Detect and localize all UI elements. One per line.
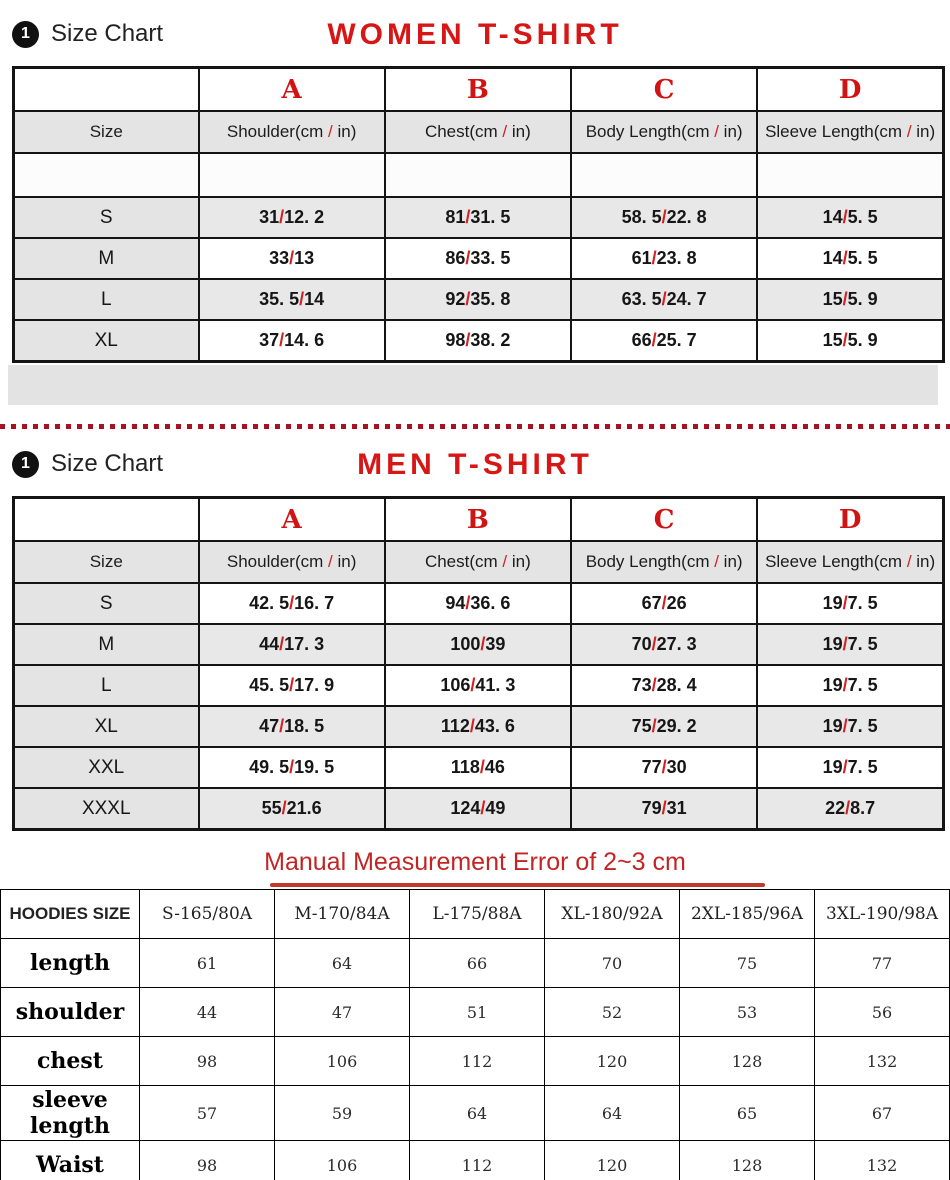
red-slash: / [661,289,667,309]
measurement-cell: 57 [140,1086,275,1141]
measurement-cell: 100/39 [385,624,571,665]
measurement-cell: 64 [275,939,410,988]
column-header-cell: Sleeve Length(cm / in) [757,111,943,153]
red-slash: / [328,122,333,141]
corner-empty-cell [14,498,199,542]
measurement-cell: 106 [275,1037,410,1086]
measurement-cell: 51 [410,988,545,1037]
measurement-cell: 112 [410,1037,545,1086]
measurement-cell: 58. 5/22. 8 [571,197,757,238]
table-row-M [14,624,944,665]
measurement-cell: 128 [680,1141,815,1180]
table-row-Waist [1,1141,950,1180]
measurement-cell: 81/31. 5 [385,197,571,238]
measurement-cell: 118/46 [385,747,571,788]
measurement-cell: 19/7. 5 [757,747,943,788]
measurement-cell: 64 [545,1086,680,1141]
measurement-cell: 132 [815,1037,950,1086]
size-chart-label: Size Chart [51,450,164,477]
red-slash: / [661,207,667,227]
measurement-cell: 120 [545,1141,680,1180]
table-row-M [14,238,944,279]
size-header-cell: M-170/84A [275,890,410,939]
size-label-cell: XXL [14,747,199,788]
measurement-cell: 56 [815,988,950,1037]
blank-cell [571,153,757,197]
red-slash: / [845,798,851,818]
blank-cell [14,153,199,197]
men-tshirt-title: MEN T-SHIRT [357,448,593,481]
row-label-cell: Waist [1,1141,140,1180]
measurement-cell: 70 [545,939,680,988]
table-row-L [14,279,944,320]
red-dotted-divider [0,424,950,429]
measurement-cell: 77 [815,939,950,988]
measurement-cell: 75 [680,939,815,988]
red-slash: / [661,798,667,818]
row-label-cell: sleeve length [1,1086,140,1141]
hoodies-size-title-cell: HOODIES SIZE [1,890,140,939]
measurement-cell: 61 [140,939,275,988]
red-slash: / [281,798,287,818]
measurement-cell: 112/43. 6 [385,706,571,747]
red-slash: / [714,552,719,571]
measurement-cell: 19/7. 5 [757,665,943,706]
corner-empty-cell [14,68,199,112]
measurement-cell: 22/8.7 [757,788,943,830]
measurement-cell: 42. 5/16. 7 [199,583,385,624]
size-label-cell: S [14,197,199,238]
measurement-cell: 67/26 [571,583,757,624]
column-letter-cell: B [385,68,571,112]
column-letter-cell: C [571,68,757,112]
red-slash: / [661,593,667,613]
column-header-cell: Size [14,111,199,153]
red-slash: / [714,122,719,141]
red-slash: / [480,634,486,654]
gray-band [8,365,938,405]
size-header-cell: 2XL-185/96A [680,890,815,939]
column-header-cell: Chest(cm / in) [385,541,571,583]
table-row-L [14,665,944,706]
red-slash: / [289,757,295,777]
measurement-error-note: Manual Measurement Error of 2~3 cm [264,848,686,876]
red-slash: / [661,757,667,777]
measurement-cell: 66 [410,939,545,988]
measurement-cell: 65 [680,1086,815,1141]
measurement-cell: 14/5. 5 [757,238,943,279]
table-row-XXXL [14,788,944,830]
measurement-cell: 37/14. 6 [199,320,385,362]
measurement-cell: 15/5. 9 [757,320,943,362]
row-label-cell: shoulder [1,988,140,1037]
row-label-cell: chest [1,1037,140,1086]
column-header-cell: Chest(cm / in) [385,111,571,153]
red-slash: / [279,207,285,227]
column-header-cell: Size [14,541,199,583]
women-tshirt-title: WOMEN T-SHIRT [327,18,623,51]
column-header-cell: Shoulder(cm / in) [199,541,385,583]
red-slash: / [842,675,848,695]
size-label-cell: M [14,624,199,665]
hoodies-size-table [0,889,950,1180]
measurement-cell: 75/29. 2 [571,706,757,747]
column-letter-cell: B [385,498,571,542]
size-label-cell: S [14,583,199,624]
table-row-chest [1,1037,950,1086]
measurement-cell: 53 [680,988,815,1037]
red-slash: / [465,330,471,350]
measurement-cell: 64 [410,1086,545,1141]
table-row-S [14,583,944,624]
size-header-cell: S-165/80A [140,890,275,939]
column-header-cell: Body Length(cm / in) [571,111,757,153]
size-label-cell: XL [14,320,199,362]
column-letter-cell: A [199,498,385,542]
red-slash: / [502,552,508,571]
measurement-cell: 73/28. 4 [571,665,757,706]
red-slash: / [289,248,295,268]
measurement-cell: 55/21.6 [199,788,385,830]
blank-cell [385,153,571,197]
red-slash: / [651,330,657,350]
measurement-cell: 98/38. 2 [385,320,571,362]
red-slash: / [465,207,471,227]
table-row-shoulder [1,988,950,1037]
red-slash: / [279,634,285,654]
measurement-cell: 128 [680,1037,815,1086]
measurement-cell: 44 [140,988,275,1037]
table-row-sleeve-length [1,1086,950,1141]
measurement-cell: 19/7. 5 [757,624,943,665]
column-header-cell: Body Length(cm / in) [571,541,757,583]
red-slash: / [842,634,848,654]
column-letter-cell: D [757,498,943,542]
red-slash: / [279,330,285,350]
column-letter-cell: A [199,68,385,112]
measurement-cell: 52 [545,988,680,1037]
red-slash: / [651,675,657,695]
measurement-cell: 14/5. 5 [757,197,943,238]
note-underline [270,883,765,887]
measurement-cell: 98 [140,1037,275,1086]
measurement-cell: 45. 5/17. 9 [199,665,385,706]
measurement-cell: 120 [545,1037,680,1086]
measurement-cell: 98 [140,1141,275,1180]
table-row-S [14,197,944,238]
red-slash: / [479,757,485,777]
red-slash: / [842,593,848,613]
table-row-XL [14,706,944,747]
measurement-cell: 59 [275,1086,410,1141]
measurement-cell: 112 [410,1141,545,1180]
measurement-cell: 132 [815,1141,950,1180]
size-label-cell: XXXL [14,788,199,830]
measurement-cell: 15/5. 9 [757,279,943,320]
red-slash: / [465,248,471,268]
red-slash: / [470,675,476,695]
measurement-cell: 94/36. 6 [385,583,571,624]
red-slash: / [502,122,508,141]
size-label-cell: M [14,238,199,279]
red-slash: / [842,207,848,227]
number-1-badge-icon: 1 [12,451,39,478]
measurement-cell: 106/41. 3 [385,665,571,706]
women-size-table [12,66,945,363]
size-header-cell: L-175/88A [410,890,545,939]
measurement-cell: 79/31 [571,788,757,830]
measurement-cell: 67 [815,1086,950,1141]
red-slash: / [480,798,486,818]
red-slash: / [842,757,848,777]
measurement-cell: 70/27. 3 [571,624,757,665]
column-header-cell: Shoulder(cm / in) [199,111,385,153]
red-slash: / [906,552,912,571]
measurement-cell: 63. 5/24. 7 [571,279,757,320]
measurement-cell: 66/25. 7 [571,320,757,362]
size-chart-label: Size Chart [51,20,164,47]
table-row-XXL [14,747,944,788]
red-slash: / [906,122,912,141]
column-letter-cell: C [571,498,757,542]
size-label-cell: L [14,279,199,320]
red-slash: / [469,716,475,736]
red-slash: / [651,634,657,654]
table-row-length [1,939,950,988]
red-slash: / [299,289,305,309]
measurement-cell: 106 [275,1141,410,1180]
column-header-cell: Sleeve Length(cm / in) [757,541,943,583]
red-slash: / [842,716,848,736]
measurement-cell: 61/23. 8 [571,238,757,279]
red-slash: / [842,330,848,350]
measurement-cell: 49. 5/19. 5 [199,747,385,788]
measurement-cell: 86/33. 5 [385,238,571,279]
measurement-cell: 35. 5/14 [199,279,385,320]
table-row-XL [14,320,944,362]
size-header-cell: 3XL-190/98A [815,890,950,939]
measurement-cell: 47/18. 5 [199,706,385,747]
measurement-cell: 44/17. 3 [199,624,385,665]
blank-cell [199,153,385,197]
measurement-cell: 33/13 [199,238,385,279]
measurement-cell: 19/7. 5 [757,583,943,624]
red-slash: / [651,716,657,736]
red-slash: / [842,289,848,309]
number-1-badge-icon: 1 [12,21,39,48]
red-slash: / [289,593,295,613]
row-label-cell: length [1,939,140,988]
measurement-cell: 92/35. 8 [385,279,571,320]
measurement-cell: 77/30 [571,747,757,788]
red-slash: / [842,248,848,268]
red-slash: / [328,552,333,571]
red-slash: / [651,248,657,268]
red-slash: / [289,675,295,695]
measurement-cell: 124/49 [385,788,571,830]
men-size-table [12,496,945,831]
column-letter-cell: D [757,68,943,112]
red-slash: / [279,716,285,736]
size-label-cell: L [14,665,199,706]
measurement-cell: 19/7. 5 [757,706,943,747]
women-section-header [0,18,950,58]
men-section-header [0,448,950,488]
measurement-cell: 31/12. 2 [199,197,385,238]
blank-cell [757,153,943,197]
red-slash: / [465,289,471,309]
red-slash: / [465,593,471,613]
size-header-cell: XL-180/92A [545,890,680,939]
measurement-cell: 47 [275,988,410,1037]
size-label-cell: XL [14,706,199,747]
